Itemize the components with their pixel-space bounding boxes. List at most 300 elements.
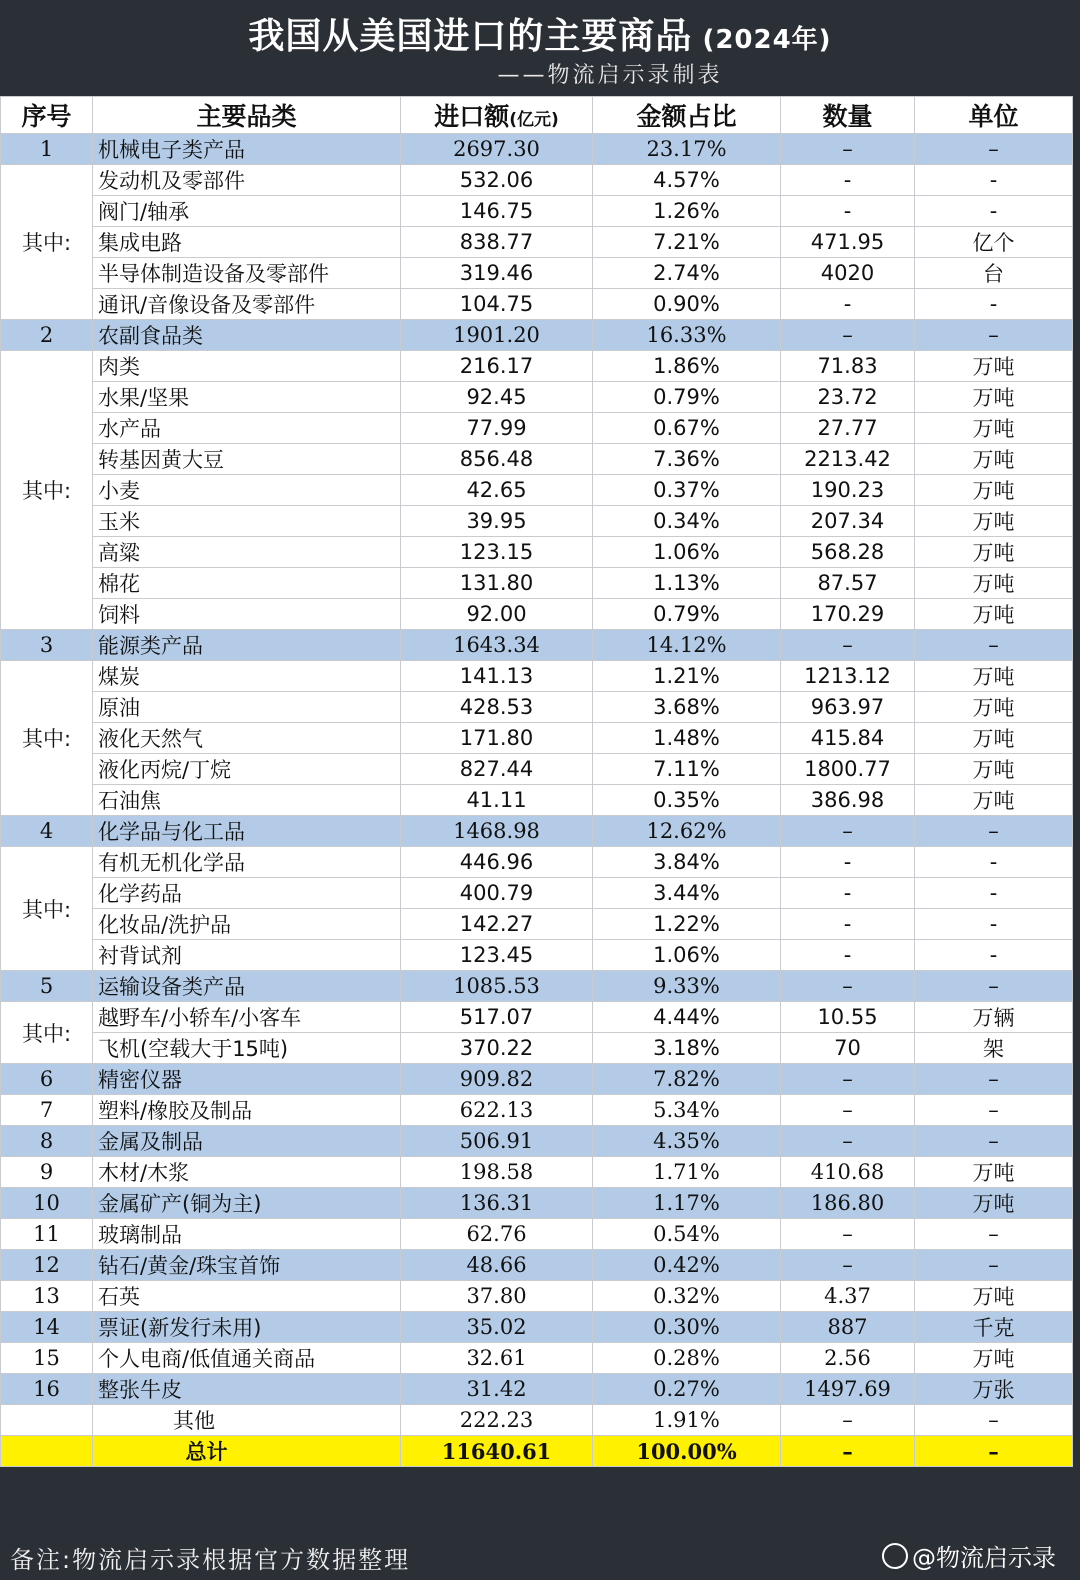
category-cell: 有机无机化学品: [93, 847, 401, 878]
share-cell: 0.37%: [593, 475, 781, 506]
category-cell: 能源类产品: [93, 630, 401, 661]
category-cell: 石英: [93, 1281, 401, 1312]
unit-cell: 亿个: [915, 227, 1073, 258]
share-cell: 7.21%: [593, 227, 781, 258]
table-row: [1, 1064, 1073, 1095]
unit-cell: -: [915, 909, 1073, 940]
quantity-cell: 1497.69: [781, 1374, 915, 1405]
amount-cell: 35.02: [401, 1312, 593, 1343]
category-cell: 小麦: [93, 475, 401, 506]
row-number-cell: 9: [1, 1157, 93, 1188]
share-cell: 1.71%: [593, 1157, 781, 1188]
category-cell: 转基因黄大豆: [93, 444, 401, 475]
category-cell: 化妆品/洗护品: [93, 909, 401, 940]
quantity-cell: –: [781, 630, 915, 661]
table-row: [1, 1281, 1073, 1312]
category-cell: 化学品与化工品: [93, 816, 401, 847]
share-cell: 9.33%: [593, 971, 781, 1002]
quantity-cell: –: [781, 1064, 915, 1095]
amount-cell: 92.00: [401, 599, 593, 630]
category-cell: 木材/木浆: [93, 1157, 401, 1188]
unit-cell: 万吨: [915, 382, 1073, 413]
amount-cell: 216.17: [401, 351, 593, 382]
share-cell: 5.34%: [593, 1095, 781, 1126]
category-cell: 石油焦: [93, 785, 401, 816]
table-row: [1, 568, 1073, 599]
unit-cell: -: [915, 847, 1073, 878]
category-cell: 钻石/黄金/珠宝首饰: [93, 1250, 401, 1281]
amount-cell: 370.22: [401, 1033, 593, 1064]
watermark: [882, 1538, 1056, 1573]
unit-cell: –: [915, 1095, 1073, 1126]
amount-cell: 517.07: [401, 1002, 593, 1033]
unit-cell: 万吨: [915, 413, 1073, 444]
category-cell: 液化丙烷/丁烷: [93, 754, 401, 785]
share-cell: 7.36%: [593, 444, 781, 475]
unit-cell: 万吨: [915, 1157, 1073, 1188]
category-cell: 玻璃制品: [93, 1219, 401, 1250]
category-cell: 个人电商/低值通关商品: [93, 1343, 401, 1374]
amount-cell: 123.15: [401, 537, 593, 568]
amount-cell: 400.79: [401, 878, 593, 909]
quantity-cell: 10.55: [781, 1002, 915, 1033]
amount-cell: 171.80: [401, 723, 593, 754]
group-label-cell: 其中:: [1, 847, 93, 971]
share-cell: 0.32%: [593, 1281, 781, 1312]
title-year: (2024年): [702, 25, 832, 55]
amount-cell: 827.44: [401, 754, 593, 785]
share-cell: 0.28%: [593, 1343, 781, 1374]
watermark-logo-icon: [882, 1543, 908, 1569]
share-cell: 3.44%: [593, 878, 781, 909]
row-number-cell: 3: [1, 630, 93, 661]
share-cell: 1.91%: [593, 1405, 781, 1436]
col-header-amount-unit: (亿元): [509, 110, 559, 130]
quantity-cell: 27.77: [781, 413, 915, 444]
table-row: [1, 320, 1073, 351]
share-cell: 1.21%: [593, 661, 781, 692]
share-cell: 0.30%: [593, 1312, 781, 1343]
col-header-quantity: 数量: [781, 97, 915, 134]
amount-cell: 123.45: [401, 940, 593, 971]
unit-cell: –: [915, 1436, 1073, 1467]
table-row: [1, 1033, 1073, 1064]
unit-cell: 万吨: [915, 444, 1073, 475]
share-cell: 0.67%: [593, 413, 781, 444]
amount-cell: 39.95: [401, 506, 593, 537]
row-number-cell: 2: [1, 320, 93, 351]
share-cell: 7.11%: [593, 754, 781, 785]
unit-cell: –: [915, 1064, 1073, 1095]
unit-cell: 万吨: [915, 754, 1073, 785]
amount-cell: 77.99: [401, 413, 593, 444]
quantity-cell: -: [781, 878, 915, 909]
quantity-cell: 186.80: [781, 1188, 915, 1219]
amount-cell: 2697.30: [401, 134, 593, 165]
quantity-cell: 23.72: [781, 382, 915, 413]
amount-cell: 104.75: [401, 289, 593, 320]
category-cell: 水产品: [93, 413, 401, 444]
table-row: [1, 661, 1073, 692]
quantity-cell: -: [781, 847, 915, 878]
amount-cell: 37.80: [401, 1281, 593, 1312]
amount-cell: 856.48: [401, 444, 593, 475]
quantity-cell: -: [781, 289, 915, 320]
quantity-cell: –: [781, 971, 915, 1002]
quantity-cell: 410.68: [781, 1157, 915, 1188]
group-label-cell: 其中:: [1, 165, 93, 320]
table-row: [1, 134, 1073, 165]
share-cell: 2.74%: [593, 258, 781, 289]
unit-cell: 万吨: [915, 506, 1073, 537]
share-cell: 12.62%: [593, 816, 781, 847]
category-cell: 阀门/轴承: [93, 196, 401, 227]
category-cell: 煤炭: [93, 661, 401, 692]
amount-cell: 131.80: [401, 568, 593, 599]
table-body: [1, 134, 1073, 1467]
amount-cell: 136.31: [401, 1188, 593, 1219]
unit-cell: 万吨: [915, 1343, 1073, 1374]
table-row: [1, 847, 1073, 878]
share-cell: 1.06%: [593, 940, 781, 971]
page-title: [0, 8, 1080, 59]
unit-cell: 万吨: [915, 599, 1073, 630]
category-cell: 通讯/音像设备及零部件: [93, 289, 401, 320]
table-row: [1, 227, 1073, 258]
unit-cell: -: [915, 289, 1073, 320]
unit-cell: -: [915, 940, 1073, 971]
quantity-cell: –: [781, 1250, 915, 1281]
quantity-cell: -: [781, 940, 915, 971]
footer: [0, 1528, 1080, 1580]
amount-cell: 1085.53: [401, 971, 593, 1002]
unit-cell: 万吨: [915, 1281, 1073, 1312]
amount-cell: 142.27: [401, 909, 593, 940]
amount-cell: 31.42: [401, 1374, 593, 1405]
amount-cell: 506.91: [401, 1126, 593, 1157]
table-header-row: [1, 97, 1073, 134]
unit-cell: 万吨: [915, 537, 1073, 568]
quantity-cell: –: [781, 320, 915, 351]
row-number-cell: 6: [1, 1064, 93, 1095]
share-cell: 3.18%: [593, 1033, 781, 1064]
quantity-cell: -: [781, 909, 915, 940]
quantity-cell: 2.56: [781, 1343, 915, 1374]
group-label-cell: 其中:: [1, 661, 93, 816]
table-row: [1, 940, 1073, 971]
quantity-cell: 1800.77: [781, 754, 915, 785]
table-row: [1, 1095, 1073, 1126]
quantity-cell: 4.37: [781, 1281, 915, 1312]
quantity-cell: 4020: [781, 258, 915, 289]
share-cell: 1.13%: [593, 568, 781, 599]
quantity-cell: 170.29: [781, 599, 915, 630]
quantity-cell: –: [781, 816, 915, 847]
category-cell: 运输设备类产品: [93, 971, 401, 1002]
row-number-cell: 1: [1, 134, 93, 165]
row-number-cell: 14: [1, 1312, 93, 1343]
unit-cell: 万吨: [915, 785, 1073, 816]
category-cell: 高粱: [93, 537, 401, 568]
table-row: [1, 754, 1073, 785]
category-cell: 其他: [93, 1405, 401, 1436]
share-cell: 23.17%: [593, 134, 781, 165]
amount-cell: 62.76: [401, 1219, 593, 1250]
table-row: [1, 692, 1073, 723]
quantity-cell: -: [781, 196, 915, 227]
category-cell: 玉米: [93, 506, 401, 537]
share-cell: 1.17%: [593, 1188, 781, 1219]
unit-cell: 万吨: [915, 723, 1073, 754]
unit-cell: –: [915, 1219, 1073, 1250]
share-cell: 0.90%: [593, 289, 781, 320]
table-row: [1, 816, 1073, 847]
group-label-cell: 其中:: [1, 1002, 93, 1064]
amount-cell: 222.23: [401, 1405, 593, 1436]
unit-cell: 千克: [915, 1312, 1073, 1343]
col-header-amount: [401, 97, 593, 134]
table-row: [1, 599, 1073, 630]
table-row: [1, 413, 1073, 444]
unit-cell: 万辆: [915, 1002, 1073, 1033]
unit-cell: –: [915, 1126, 1073, 1157]
col-header-share: 金额占比: [593, 97, 781, 134]
watermark-text: @物流启示录: [912, 1544, 1056, 1572]
share-cell: 1.06%: [593, 537, 781, 568]
table-row: [1, 537, 1073, 568]
amount-cell: 319.46: [401, 258, 593, 289]
table-row: [1, 785, 1073, 816]
quantity-cell: 963.97: [781, 692, 915, 723]
share-cell: 1.26%: [593, 196, 781, 227]
amount-cell: 532.06: [401, 165, 593, 196]
table-row: [1, 1312, 1073, 1343]
category-cell: 发动机及零部件: [93, 165, 401, 196]
table-row: [1, 351, 1073, 382]
amount-cell: 92.45: [401, 382, 593, 413]
share-cell: 3.68%: [593, 692, 781, 723]
row-number-cell: 8: [1, 1126, 93, 1157]
row-number-cell: 5: [1, 971, 93, 1002]
total-row: [1, 1436, 1073, 1467]
table-row: [1, 630, 1073, 661]
quantity-cell: –: [781, 1405, 915, 1436]
quantity-cell: –: [781, 134, 915, 165]
category-cell: 金属矿产(铜为主): [93, 1188, 401, 1219]
table-row: [1, 506, 1073, 537]
category-cell: 金属及制品: [93, 1126, 401, 1157]
category-cell: 机械电子类产品: [93, 134, 401, 165]
unit-cell: 万吨: [915, 475, 1073, 506]
quantity-cell: –: [781, 1126, 915, 1157]
share-cell: 0.35%: [593, 785, 781, 816]
share-cell: 0.54%: [593, 1219, 781, 1250]
table-row: [1, 1405, 1073, 1436]
col-header-amount-label: 进口额: [434, 102, 510, 131]
col-header-category: 主要品类: [93, 97, 401, 134]
amount-cell: 141.13: [401, 661, 593, 692]
table-row: [1, 289, 1073, 320]
row-number-cell: 12: [1, 1250, 93, 1281]
table-row: [1, 1157, 1073, 1188]
col-header-unit: 单位: [915, 97, 1073, 134]
amount-cell: 446.96: [401, 847, 593, 878]
amount-cell: 41.11: [401, 785, 593, 816]
category-cell: 票证(新发行未用): [93, 1312, 401, 1343]
share-cell: 1.86%: [593, 351, 781, 382]
table-row: [1, 1188, 1073, 1219]
amount-cell: 1643.34: [401, 630, 593, 661]
row-number-cell: [1, 1436, 93, 1467]
category-cell: 饲料: [93, 599, 401, 630]
quantity-cell: 471.95: [781, 227, 915, 258]
title-text: 我国从美国进口的主要商品: [248, 16, 693, 57]
amount-cell: 428.53: [401, 692, 593, 723]
table-row: [1, 878, 1073, 909]
quantity-cell: –: [781, 1436, 915, 1467]
table-row: [1, 1219, 1073, 1250]
share-cell: 0.27%: [593, 1374, 781, 1405]
amount-cell: 198.58: [401, 1157, 593, 1188]
share-cell: 1.48%: [593, 723, 781, 754]
table-row: [1, 971, 1073, 1002]
table-row: [1, 1250, 1073, 1281]
amount-cell: 48.66: [401, 1250, 593, 1281]
share-cell: 3.84%: [593, 847, 781, 878]
unit-cell: 万吨: [915, 351, 1073, 382]
amount-cell: 11640.61: [401, 1436, 593, 1467]
share-cell: 0.79%: [593, 599, 781, 630]
amount-cell: 42.65: [401, 475, 593, 506]
page-subtitle: ——物流启示录制表: [497, 63, 723, 88]
unit-cell: -: [915, 165, 1073, 196]
footer-note: 备注:物流启示录根据官方数据整理: [10, 1546, 411, 1574]
amount-cell: 1901.20: [401, 320, 593, 351]
unit-cell: –: [915, 816, 1073, 847]
category-cell: 半导体制造设备及零部件: [93, 258, 401, 289]
amount-cell: 1468.98: [401, 816, 593, 847]
unit-cell: –: [915, 320, 1073, 351]
category-cell: 越野车/小轿车/小客车: [93, 1002, 401, 1033]
table-row: [1, 723, 1073, 754]
share-cell: 7.82%: [593, 1064, 781, 1095]
unit-cell: 万吨: [915, 661, 1073, 692]
unit-cell: 架: [915, 1033, 1073, 1064]
category-cell: 化学药品: [93, 878, 401, 909]
quantity-cell: 415.84: [781, 723, 915, 754]
category-cell: 原油: [93, 692, 401, 723]
row-number-cell: 15: [1, 1343, 93, 1374]
unit-cell: 万吨: [915, 692, 1073, 723]
share-cell: 16.33%: [593, 320, 781, 351]
quantity-cell: 887: [781, 1312, 915, 1343]
quantity-cell: 190.23: [781, 475, 915, 506]
category-cell: 总计: [93, 1436, 401, 1467]
table-row: [1, 382, 1073, 413]
unit-cell: –: [915, 971, 1073, 1002]
quantity-cell: 71.83: [781, 351, 915, 382]
row-number-cell: [1, 1405, 93, 1436]
table-row: [1, 1343, 1073, 1374]
quantity-cell: 87.57: [781, 568, 915, 599]
category-cell: 液化天然气: [93, 723, 401, 754]
col-header-no: 序号: [1, 97, 93, 134]
row-number-cell: 13: [1, 1281, 93, 1312]
table-row: [1, 1002, 1073, 1033]
unit-cell: –: [915, 630, 1073, 661]
unit-cell: -: [915, 878, 1073, 909]
quantity-cell: 207.34: [781, 506, 915, 537]
quantity-cell: 568.28: [781, 537, 915, 568]
row-number-cell: 4: [1, 816, 93, 847]
category-cell: 水果/坚果: [93, 382, 401, 413]
quantity-cell: 70: [781, 1033, 915, 1064]
quantity-cell: –: [781, 1219, 915, 1250]
amount-cell: 838.77: [401, 227, 593, 258]
quantity-cell: -: [781, 165, 915, 196]
table-row: [1, 258, 1073, 289]
category-cell: 整张牛皮: [93, 1374, 401, 1405]
category-cell: 衬背试剂: [93, 940, 401, 971]
share-cell: 4.57%: [593, 165, 781, 196]
row-number-cell: 16: [1, 1374, 93, 1405]
amount-cell: 146.75: [401, 196, 593, 227]
table-row: [1, 165, 1073, 196]
share-cell: 4.35%: [593, 1126, 781, 1157]
category-cell: 塑料/橡胶及制品: [93, 1095, 401, 1126]
category-cell: 棉花: [93, 568, 401, 599]
unit-cell: –: [915, 1250, 1073, 1281]
table-row: [1, 475, 1073, 506]
group-label-cell: 其中:: [1, 351, 93, 630]
amount-cell: 32.61: [401, 1343, 593, 1374]
amount-cell: 622.13: [401, 1095, 593, 1126]
category-cell: 精密仪器: [93, 1064, 401, 1095]
table-row: [1, 909, 1073, 940]
unit-cell: –: [915, 1405, 1073, 1436]
imports-table: [0, 96, 1073, 1467]
share-cell: 100.00%: [593, 1436, 781, 1467]
unit-cell: –: [915, 134, 1073, 165]
unit-cell: 台: [915, 258, 1073, 289]
unit-cell: -: [915, 196, 1073, 227]
amount-cell: 909.82: [401, 1064, 593, 1095]
share-cell: 14.12%: [593, 630, 781, 661]
row-number-cell: 11: [1, 1219, 93, 1250]
table-row: [1, 1374, 1073, 1405]
share-cell: 0.34%: [593, 506, 781, 537]
table-row: [1, 444, 1073, 475]
row-number-cell: 10: [1, 1188, 93, 1219]
share-cell: 0.42%: [593, 1250, 781, 1281]
table-row: [1, 196, 1073, 227]
unit-cell: 万张: [915, 1374, 1073, 1405]
category-cell: 飞机(空载大于15吨): [93, 1033, 401, 1064]
category-cell: 肉类: [93, 351, 401, 382]
quantity-cell: –: [781, 1095, 915, 1126]
row-number-cell: 7: [1, 1095, 93, 1126]
quantity-cell: 2213.42: [781, 444, 915, 475]
unit-cell: 万吨: [915, 568, 1073, 599]
quantity-cell: 1213.12: [781, 661, 915, 692]
table-row: [1, 1126, 1073, 1157]
quantity-cell: 386.98: [781, 785, 915, 816]
unit-cell: 万吨: [915, 1188, 1073, 1219]
category-cell: 集成电路: [93, 227, 401, 258]
share-cell: 4.44%: [593, 1002, 781, 1033]
category-cell: 农副食品类: [93, 320, 401, 351]
header: [0, 0, 1080, 96]
